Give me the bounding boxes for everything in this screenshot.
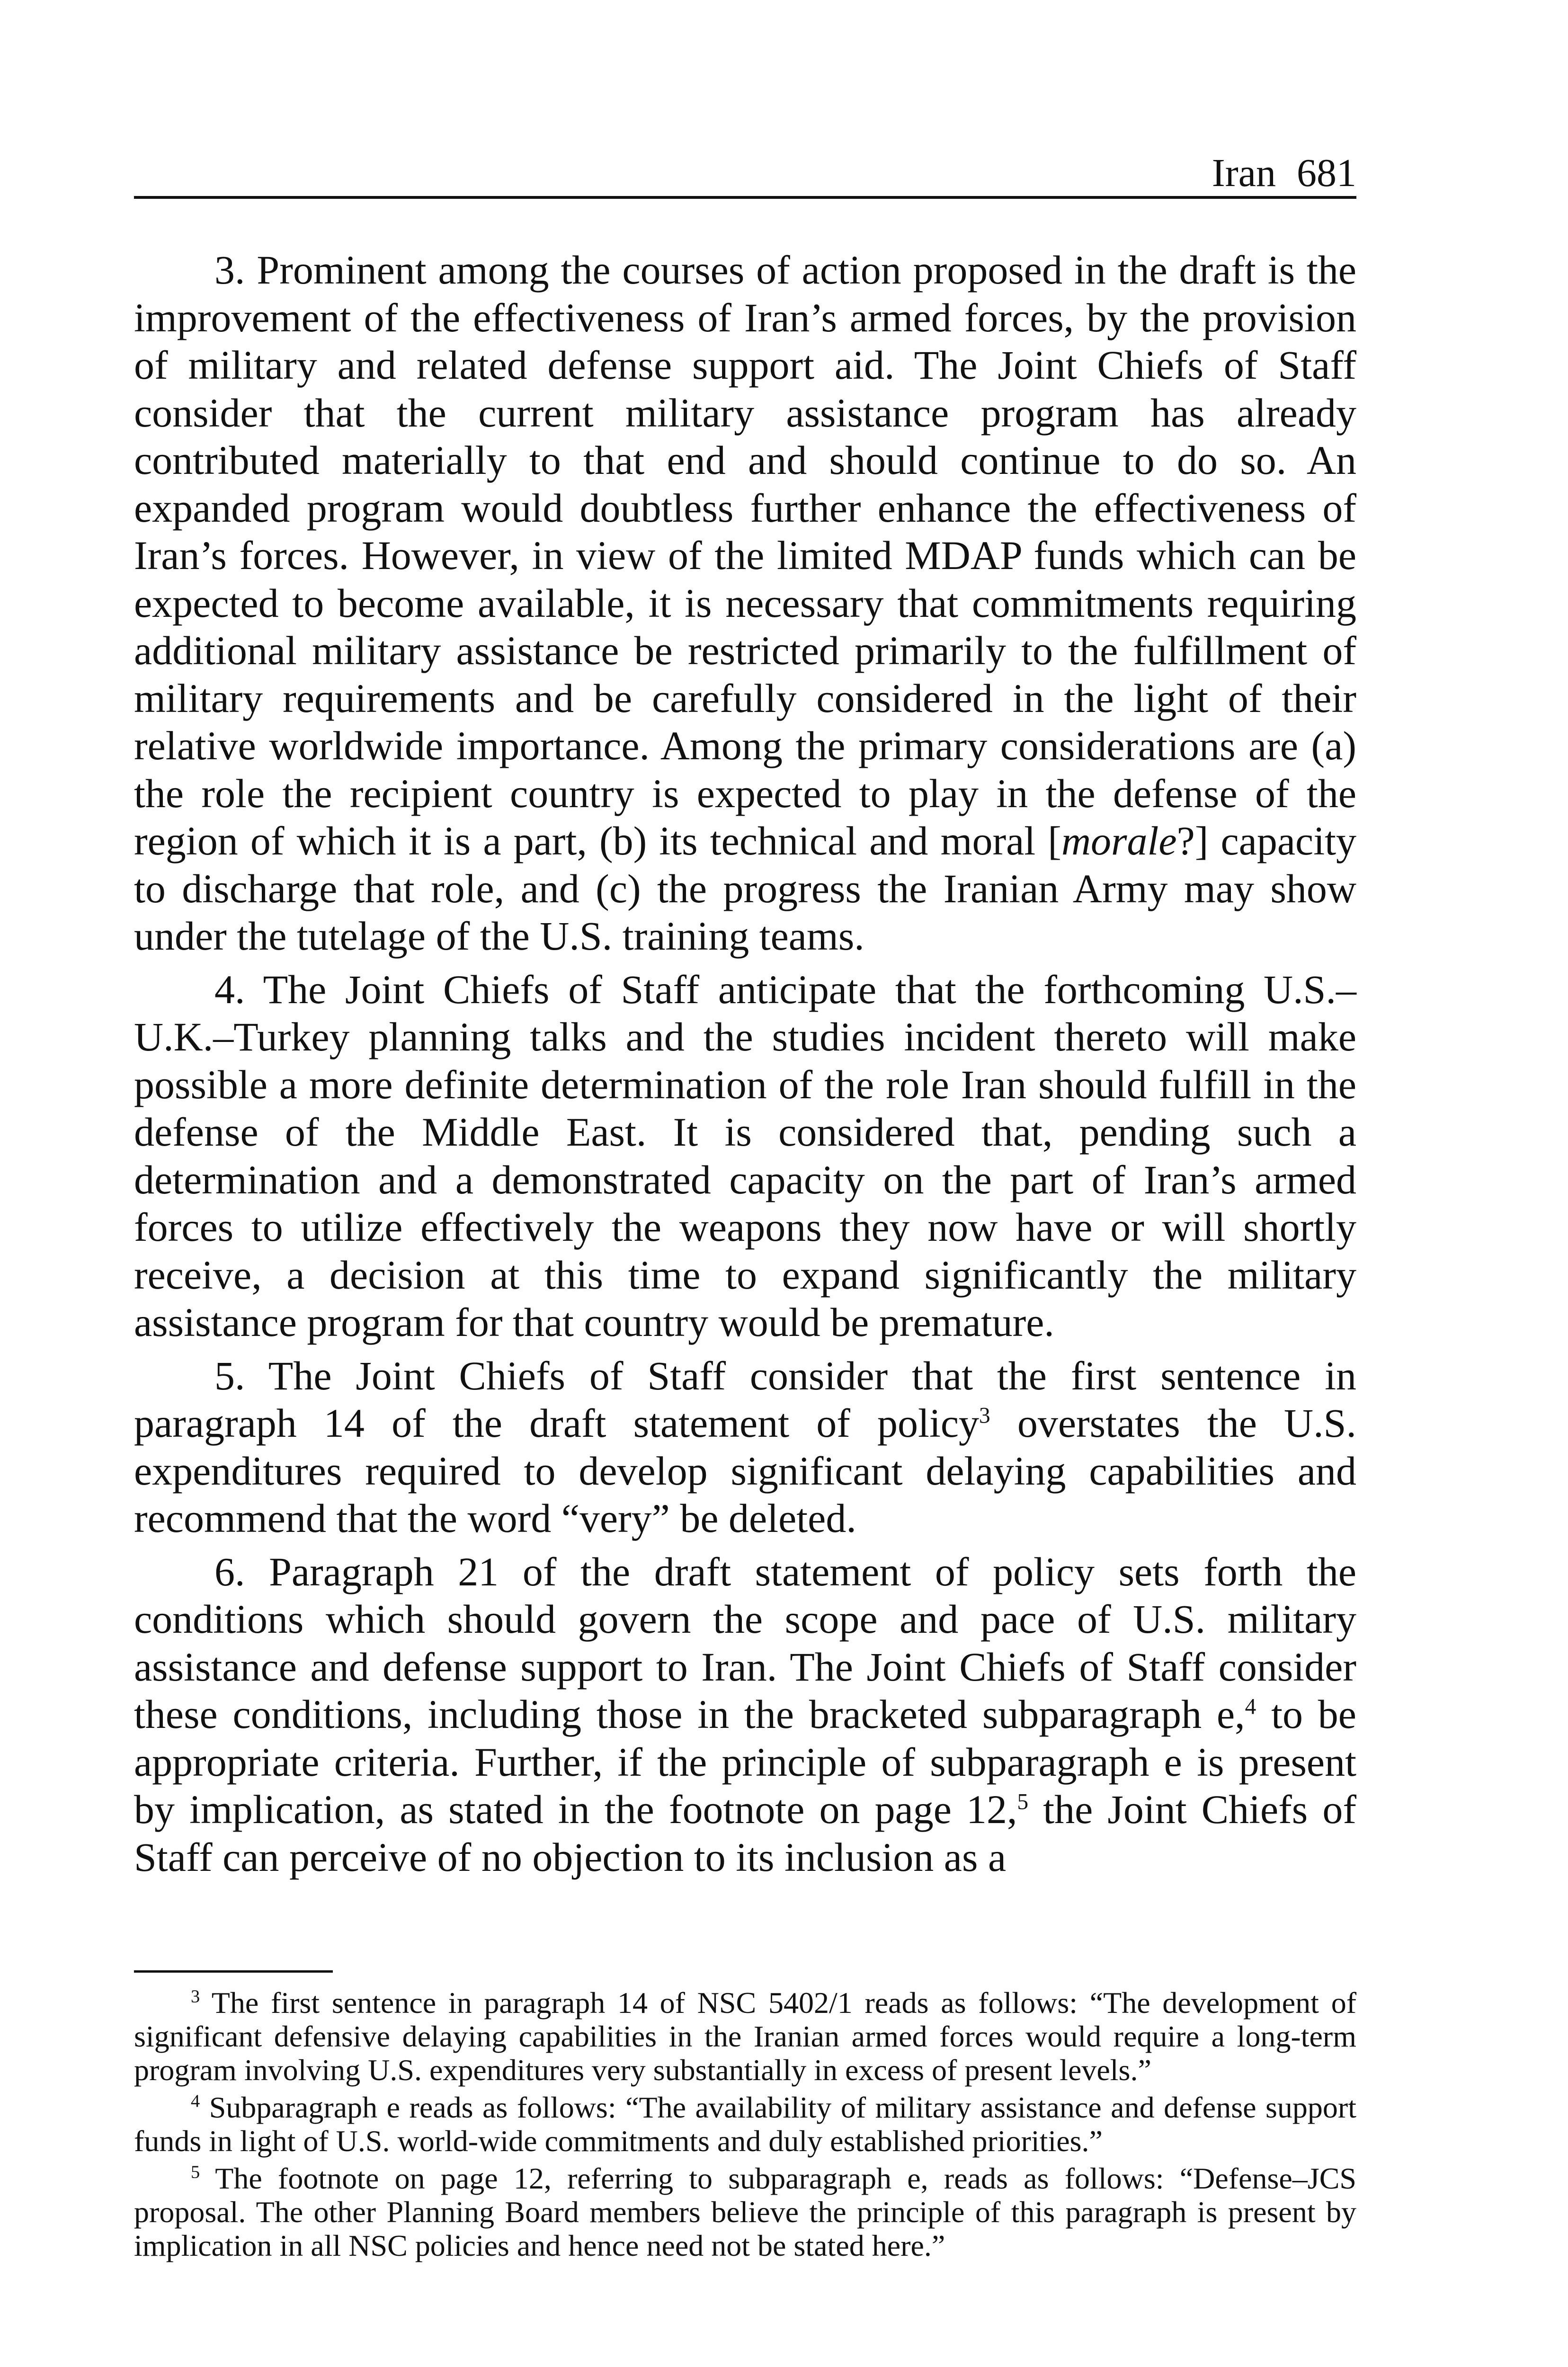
- paragraph-3-italic-morale: morale: [1061, 818, 1177, 863]
- paragraph-3: [134, 246, 1356, 960]
- footnote-ref-4[interactable]: 4: [1245, 1694, 1256, 1719]
- paragraph-6: [134, 1548, 1356, 1881]
- footnote-5: [134, 2162, 1356, 2262]
- footnote-4-text: Subparagraph e reads as follows: “The availability of military assistance and defense support funds in light of U.S. world-wide commitments and duly established priorities.”: [134, 2091, 1356, 2158]
- page-number: 681: [1297, 151, 1356, 195]
- paragraph-4: 4. The Joint Chiefs of Staff anticipate that the forthcoming U.S.–U.K.–Turkey planning talks and the studies incident thereto will make possible a more definite determination of the role Iran should fulfill in the defense of the Middle East. It is considered that, pending such a determination and a demonstrated capacity on the part of Iran’s armed forces to utilize effectively the weapons they now have or will shortly receive, a decision at this time to expand significantly the military assistance program for that country would be premature.: [134, 966, 1356, 1345]
- main-text: [134, 246, 1356, 1886]
- header-line: [1212, 153, 1356, 193]
- paragraph-6-text-c: the Joint Chiefs of Staff can perceive of no objection to its inclusion as a: [134, 1787, 1356, 1880]
- footnote-ref-3[interactable]: 3: [979, 1403, 990, 1428]
- paragraph-5: [134, 1352, 1356, 1542]
- paragraph-6-text-b: to be appropriate criteria. Further, if the principle of subparagraph e is present by implication, as stated in the footnote on page 12,: [134, 1691, 1356, 1832]
- footnote-4: [134, 2091, 1356, 2158]
- footnote-ref-5[interactable]: 5: [1017, 1789, 1029, 1815]
- paragraph-5-text-a: 5. The Joint Chiefs of Staff consider that the first sentence in paragraph 14 of the draft statement of policy: [134, 1353, 1356, 1446]
- footnote-5-text: The footnote on page 12, referring to subparagraph e, reads as follows: “Defense–JCS proposal. The other Planning Board members believe the principle of this paragraph is present by implication in all NSC policies and hence need not be stated here.”: [134, 2162, 1356, 2262]
- paragraph-3-text-a: 3. Prominent among the courses of action proposed in the draft is the improvement of the effectiveness of Iran’s armed forces, by the provision of military and related defense support aid. The Joint Chiefs of Staff consider that the current military assistance program has already contributed materially to that end and should continue to do so. An expanded program would doubtless further enhance the effectiveness of Iran’s forces. However, in view of the limited MDAP funds which can be expected to become available, it is necessary that commitments requiring additional military assistance be restricted primarily to the fulfillment of military requirements and be carefully considered in the light of their relative worldwide importance. Among the primary considerations are (a) the role the recipient country is expected to play in the defense of the region of which it is a part, (b) its technical and moral [: [134, 247, 1356, 863]
- running-header: [134, 142, 1356, 199]
- paragraph-3-text-b: ?] capacity to discharge that role, and (c) the progress the Iranian Army may show under the tutelage of the U.S. training teams.: [134, 818, 1357, 959]
- footnote-marker-3: 3: [191, 1986, 200, 2007]
- footnote-divider: [134, 1970, 333, 1973]
- footnotes: [134, 1986, 1356, 2266]
- running-title: Iran: [1212, 151, 1276, 195]
- footnote-marker-5: 5: [191, 2162, 200, 2182]
- paragraph-6-text-a: 6. Paragraph 21 of the draft statement of policy sets forth the conditions which should govern the scope and pace of U.S. military assistance and defense support to Iran. The Joint Chiefs of Staff consider these conditions, including those in the bracketed subparagraph e,: [134, 1548, 1356, 1737]
- footnote-3: [134, 1986, 1356, 2087]
- paragraph-5-text-b: overstates the U.S. expenditures required to develop significant delaying capabilities and recommend that the word “very” be deleted.: [134, 1400, 1356, 1541]
- footnote-marker-4: 4: [191, 2091, 200, 2111]
- footnote-3-text: The first sentence in paragraph 14 of NSC 5402/1 reads as follows: “The development of significant defensive delaying capabilities in the Iranian armed forces would require a long-term program involving U.S. expenditures very substantially in excess of present levels.”: [134, 1986, 1356, 2087]
